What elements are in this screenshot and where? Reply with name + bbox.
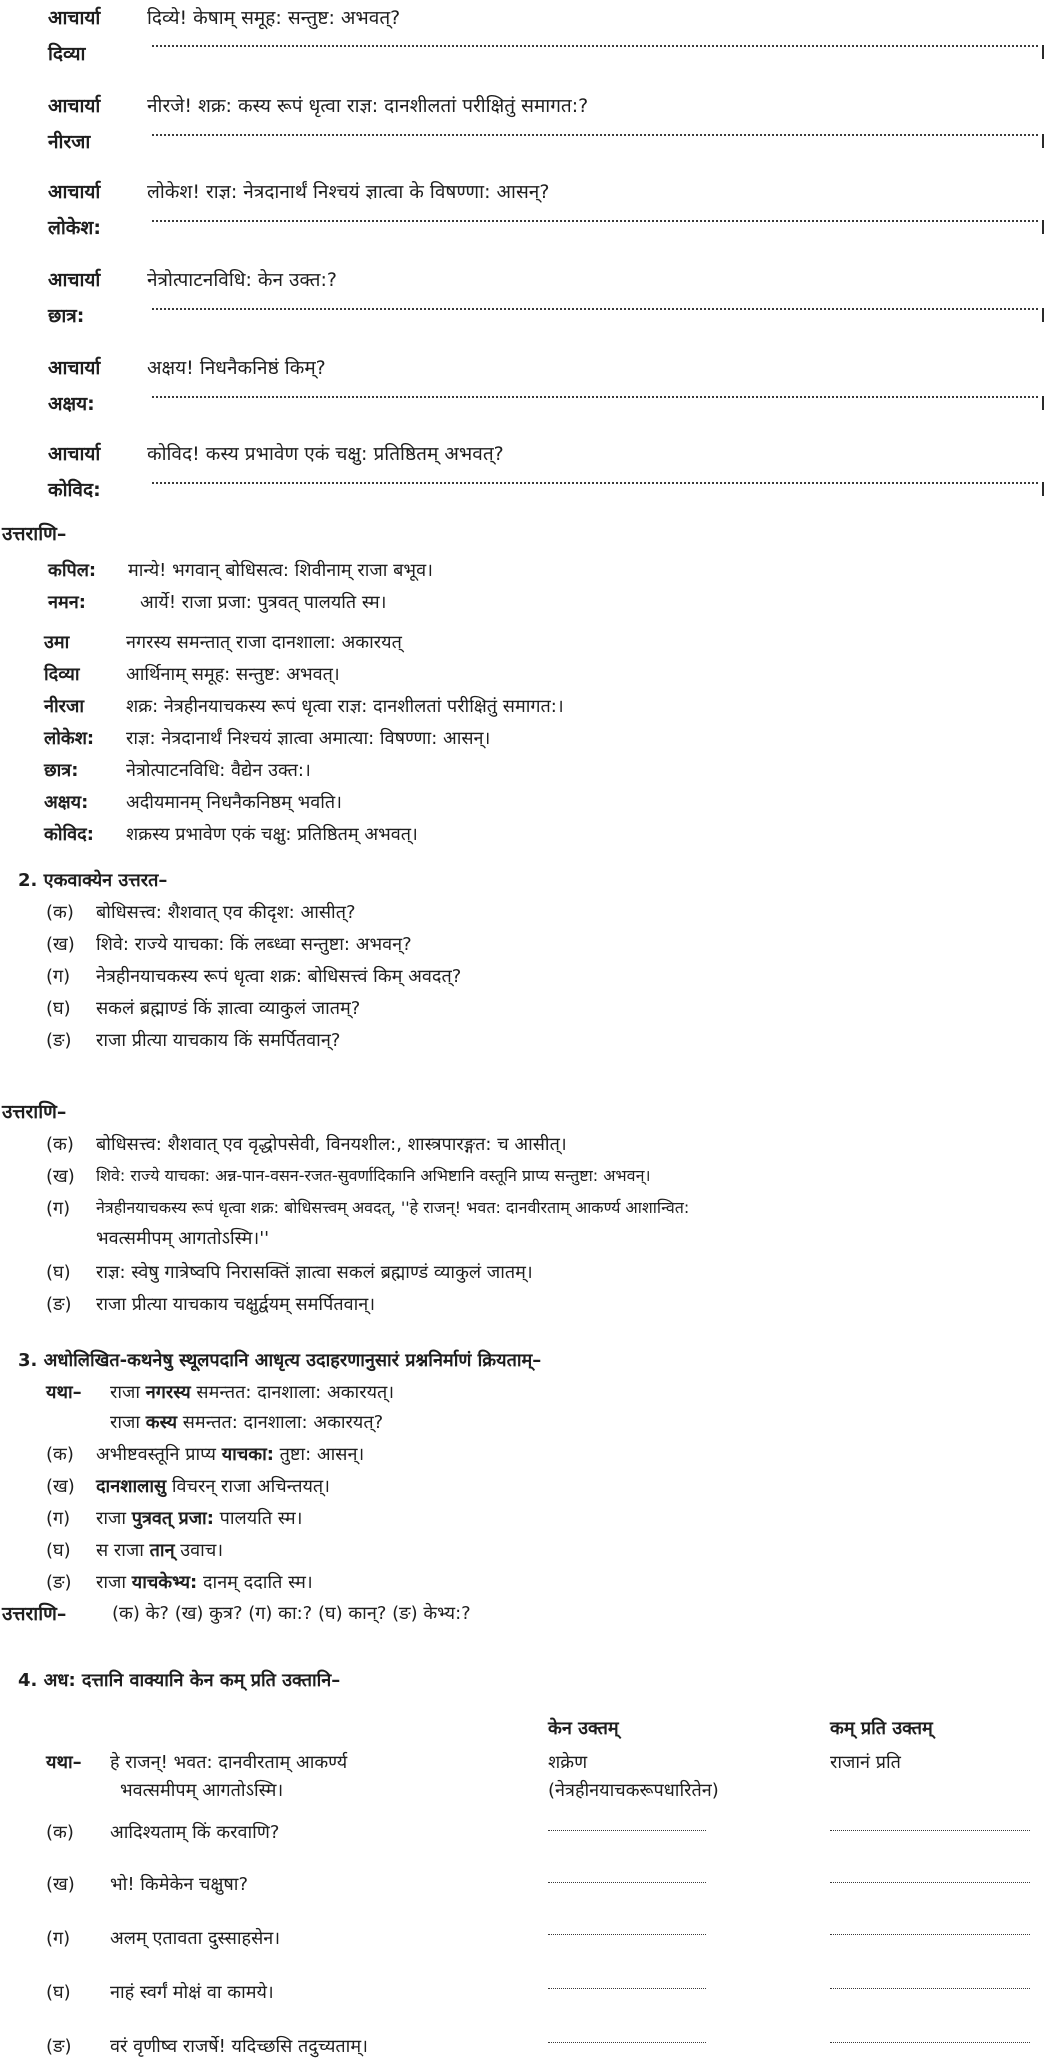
answer-text: आर्ये! राजा प्रजा: पुत्रवत् पालयति स्म। [140, 592, 387, 613]
listener-blank[interactable] [830, 1882, 1030, 1883]
danda-mark [1042, 134, 1044, 148]
question-text: राजा प्रीत्या याचकाय किं समर्पितवान्? [96, 1030, 341, 1051]
item-sentence [96, 1442, 364, 1466]
answer-name: नीरजा [44, 696, 85, 717]
answer-text: शक्रस्य प्रभावेण एकं चक्षु: प्रतिष्ठितम् अभवत्। [126, 824, 418, 845]
item-label: (ख) [46, 1166, 75, 1187]
column-header-by: केन उक्तम् [548, 1718, 619, 1739]
bold-word: याचकेभ्य: [131, 1572, 198, 1593]
example-question [110, 1410, 383, 1434]
answer-blank[interactable] [152, 45, 1038, 47]
answer-blank[interactable] [152, 396, 1038, 398]
example-line-2: भवत्समीपम् आगतोऽस्मि। [120, 1780, 284, 1801]
bold-word: नगरस्य [145, 1382, 191, 1403]
item-label: (ङ) [46, 2036, 72, 2057]
question-text: अक्षय! निधनैकनिष्ठं किम्? [147, 357, 326, 379]
item-label: (ग) [46, 1928, 71, 1949]
answer-text: राजा प्रीत्या याचकाय चक्षुर्द्वयम् समर्पितवान्। [96, 1294, 376, 1315]
item-label: (ङ) [46, 1030, 72, 1051]
row-sentence: आदिश्यताम् किं करवाणि? [110, 1822, 280, 1843]
speaker-label: आचार्या [48, 181, 101, 203]
danda-mark [1042, 45, 1044, 59]
answer-text: अदीयमानम् निधनैकनिष्ठम् भवति। [126, 792, 342, 813]
text-segment: अभीष्टवस्तूनि प्राप्य [96, 1444, 222, 1465]
listener-blank[interactable] [830, 2042, 1030, 2043]
item-label: (ग) [46, 966, 71, 987]
text-segment: तुष्टा: आसन्। [273, 1444, 365, 1465]
text-segment: उवाच। [174, 1540, 224, 1561]
respondent-label: छात्र: [48, 305, 85, 327]
question-text: नेत्रहीनयाचकस्य रूपं धृत्वा शक्र: बोधिसत्त्वं किम् अवदत्? [96, 966, 462, 987]
bold-word: कस्य [145, 1412, 178, 1433]
answer-text: राज्ञ: स्वेषु गात्रेष्वपि निरासक्तिं ज्ञात्वा सकलं ब्रह्माण्डं व्याकुलं जातम्। [96, 1262, 533, 1283]
respondent-label: नीरजा [48, 131, 91, 153]
item-label: (घ) [46, 1262, 71, 1283]
answer-text: नेत्रोत्पाटनविधि: वैद्येन उक्त:। [126, 760, 311, 781]
answer-continuation: भवत्समीपम् आगतोऽस्मि।'' [96, 1228, 270, 1249]
speaker-blank[interactable] [548, 1882, 706, 1883]
item-label: (घ) [46, 1982, 71, 2003]
text-segment: समन्तत: दानशाला: अकारयत्। [190, 1382, 395, 1403]
item-label: (ङ) [46, 1572, 72, 1593]
answer-text: शिवे: राज्ये याचका: अन्न-पान-वसन-रजत-सुवर्णादिकानि अभिष्टानि वस्तूनि प्राप्य सन्तुष्टा: अभवन्। [96, 1166, 651, 1185]
question-text: कोविद! कस्य प्रभावेण एकं चक्षु: प्रतिष्ठितम् अभवत्? [147, 443, 504, 465]
answer-name: दिव्या [44, 664, 80, 685]
speaker-blank[interactable] [548, 1830, 706, 1831]
example-line-1: हे राजन्! भवत: दानवीरताम् आकर्ण्य [110, 1752, 348, 1773]
item-label: (घ) [46, 998, 71, 1019]
speaker-blank[interactable] [548, 1934, 706, 1935]
item-label: (ग) [46, 1508, 71, 1529]
item-sentence [96, 1538, 223, 1562]
text-segment: पालयति स्म। [213, 1508, 303, 1529]
answer-text: मान्ये! भगवान् बोधिसत्व: शिवीनाम् राजा बभूव। [128, 560, 433, 581]
text-segment: राजा [110, 1412, 146, 1433]
speaker-label: आचार्या [48, 95, 101, 117]
answer-text: नगरस्य समन्तात् राजा दानशाला: अकारयत् [126, 632, 402, 653]
speaker-blank[interactable] [548, 1988, 706, 1989]
text-segment: स राजा [96, 1540, 150, 1561]
question-text: लोकेश! राज्ञ: नेत्रदानार्थं निश्चयं ज्ञात्वा के विषण्णा: आसन्? [147, 181, 550, 203]
respondent-label: अक्षय: [48, 393, 95, 415]
answer-blank[interactable] [152, 308, 1038, 310]
answers-heading: उत्तराणि– [2, 1101, 67, 1123]
item-label: (क) [46, 1444, 74, 1465]
question-text: बोधिसत्त्व: शैशवात् एव कीदृश: आसीत्? [96, 902, 356, 923]
question-text: शिवे: राज्ये याचका: किं लब्ध्वा सन्तुष्टा: अभवन्? [96, 934, 412, 955]
listener-blank[interactable] [830, 1934, 1030, 1935]
bold-word: पुत्रवत् प्रजा: [131, 1508, 214, 1529]
question-text: नीरजे! शक्र: कस्य रूपं धृत्वा राज्ञ: दानशीलतां परीक्षितुं समागत:? [147, 95, 589, 117]
respondent-label: दिव्या [48, 43, 86, 65]
item-sentence [96, 1570, 313, 1594]
example-speaker: शक्रेण [548, 1752, 588, 1773]
speaker-label: आचार्या [48, 443, 101, 465]
example-speaker-detail: (नेत्रहीनयाचकरूपधारितेन) [548, 1780, 719, 1801]
speaker-blank[interactable] [548, 2042, 706, 2043]
answer-text: नेत्रहीनयाचकस्य रूपं धृत्वा शक्र: बोधिसत्त्वम् अवदत्, ''हे राजन्! भवत: दानवीरताम् आकर्ण्य आशान्वित: [96, 1198, 690, 1217]
example-sentence [110, 1380, 394, 1404]
row-sentence: भो! किमेकेन चक्षुषा? [110, 1874, 248, 1895]
listener-blank[interactable] [830, 1830, 1030, 1831]
question-heading: 2. एकवाक्येन उत्तरत– [18, 870, 168, 891]
example-label: यथा– [46, 1382, 82, 1403]
item-label: (क) [46, 1822, 74, 1843]
row-sentence: नाहं स्वर्गं मोक्षं वा कामये। [110, 1982, 274, 2003]
answer-text: शक्र: नेत्रहीनयाचकस्य रूपं धृत्वा राज्ञ: दानशीलतां परीक्षितुं समागत:। [126, 696, 564, 717]
question-text: सकलं ब्रह्माण्डं किं ज्ञात्वा व्याकुलं जातम्? [96, 998, 361, 1019]
answer-name: नमन: [48, 592, 86, 613]
respondent-label: कोविद: [48, 479, 101, 501]
row-sentence: वरं वृणीष्व राजर्षे! यदिच्छसि तदुच्यताम्। [110, 2036, 368, 2057]
answer-name: कोविद: [44, 824, 94, 845]
answer-name: कपिल: [48, 560, 97, 581]
answer-blank[interactable] [152, 482, 1038, 484]
answers-heading: उत्तराणि– [2, 523, 67, 545]
answers-heading: उत्तराणि– [2, 1603, 67, 1625]
item-sentence [96, 1474, 330, 1498]
question-text: नेत्रोत्पाटनविधि: केन उक्त:? [147, 269, 337, 291]
answer-text: आर्थिनाम् समूह: सन्तुष्ट: अभवत्। [126, 664, 340, 685]
danda-mark [1042, 482, 1044, 496]
speaker-label: आचार्या [48, 269, 101, 291]
speaker-label: आचार्या [48, 357, 101, 379]
item-sentence [96, 1506, 302, 1530]
text-segment: समन्तत: दानशाला: अकारयत्? [177, 1412, 384, 1433]
item-label: (क) [46, 902, 74, 923]
answer-blank[interactable] [152, 134, 1038, 136]
answer-name: छात्र: [44, 760, 79, 781]
answer-blank[interactable] [152, 220, 1038, 222]
speaker-label: आचार्या [48, 7, 101, 29]
text-segment: राजा [110, 1382, 146, 1403]
bold-word: तान् [149, 1540, 175, 1561]
item-label: (क) [46, 1134, 74, 1155]
danda-mark [1042, 396, 1044, 410]
item-label: (घ) [46, 1540, 71, 1561]
question-heading: 4. अध: दत्तानि वाक्यानि केन कम् प्रति उक्तानि– [18, 1670, 341, 1691]
item-label: (ग) [46, 1198, 71, 1219]
question-text: दिव्ये! केषाम् समूह: सन्तुष्ट: अभवत्? [147, 7, 401, 29]
bold-word: याचका: [221, 1444, 274, 1465]
item-label: (ङ) [46, 1294, 72, 1315]
answer-name: उमा [44, 632, 70, 653]
answer-text: राज्ञ: नेत्रदानार्थं निश्चयं ज्ञात्वा अमात्या: विषण्णा: आसन्। [126, 728, 491, 749]
row-sentence: अलम् एतावता दुस्साहसेन। [110, 1928, 281, 1949]
bold-word: दानशालासु [96, 1476, 167, 1497]
danda-mark [1042, 220, 1044, 234]
respondent-label: लोकेश: [48, 217, 101, 239]
example-listener: राजानं प्रति [830, 1752, 901, 1773]
text-segment: विचरन् राजा अचिन्तयत्। [166, 1476, 330, 1497]
answer-text: बोधिसत्त्व: शैशवात् एव वृद्धोपसेवी, विनयशील:, शास्त्रपारङ्गत: च आसीत्। [96, 1134, 567, 1155]
question-heading: 3. अधोलिखित-कथनेषु स्थूलपदानि आधृत्य उदाहरणानुसारं प्रश्ननिर्माणं क्रियताम्– [18, 1350, 542, 1371]
text-segment: राजा [96, 1508, 132, 1529]
danda-mark [1042, 308, 1044, 322]
item-label: (ख) [46, 934, 75, 955]
item-label: (ख) [46, 1476, 75, 1497]
text-segment: दानम् ददाति स्म। [197, 1572, 313, 1593]
answers-text: (क) के? (ख) कुत्र? (ग) का:? (घ) कान्? (ङ) केभ्य:? [112, 1603, 471, 1624]
example-label: यथा– [46, 1752, 82, 1773]
item-label: (ख) [46, 1874, 75, 1895]
answer-name: लोकेश: [44, 728, 95, 749]
listener-blank[interactable] [830, 1988, 1030, 1989]
answer-name: अक्षय: [44, 792, 89, 813]
text-segment: राजा [96, 1572, 132, 1593]
column-header-to: कम् प्रति उक्तम् [830, 1718, 933, 1739]
